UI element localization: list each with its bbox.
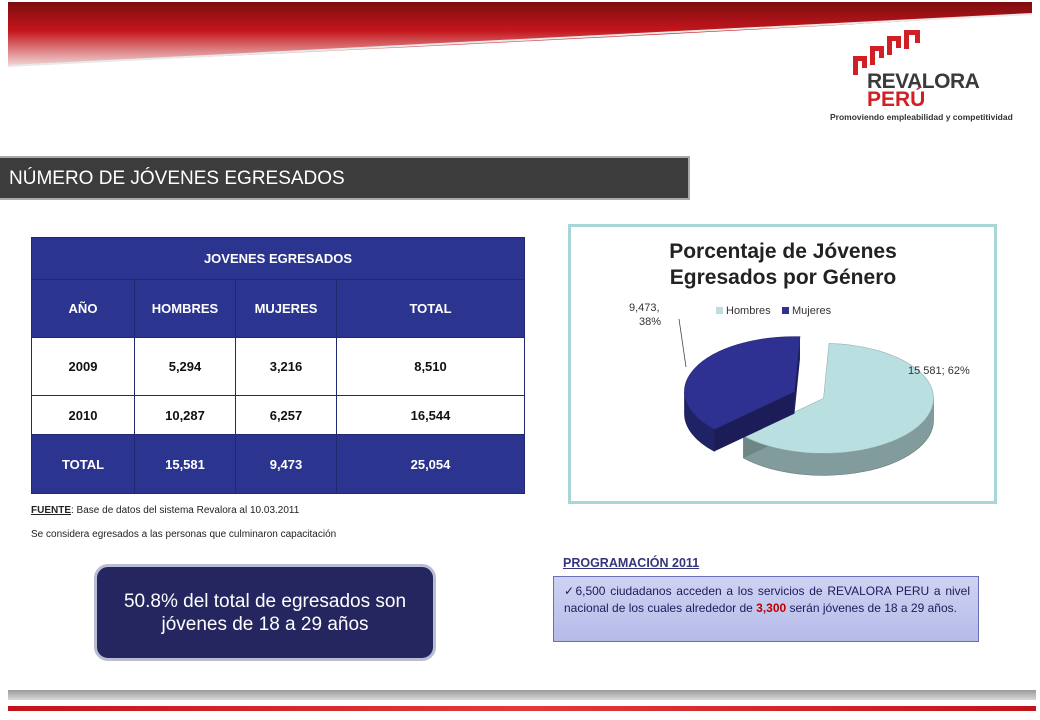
table-cell: 3,216 xyxy=(236,338,337,396)
logo-text-revalora: REVALORA xyxy=(867,70,980,93)
chart-title-line2: Egresados por Género xyxy=(669,266,897,289)
source-label: FUENTE xyxy=(31,505,71,516)
chart-frame xyxy=(568,224,997,504)
table-cell: 6,257 xyxy=(236,396,337,435)
data-label-mujeres-line2: 38% xyxy=(639,316,662,328)
table-header-year: AÑO xyxy=(32,280,135,338)
table-header-mujeres: MUJERES xyxy=(236,280,337,338)
table-header-total: TOTAL xyxy=(337,280,525,338)
data-label-hombres: 15 581; 62% xyxy=(908,365,970,377)
logo-text-peru: PERÚ xyxy=(867,88,926,111)
table-header-hombres: HOMBRES xyxy=(135,280,236,338)
table-cell: 16,544 xyxy=(337,396,525,435)
legend-label-hombres: Hombres xyxy=(726,305,771,317)
table-row xyxy=(32,396,525,435)
programacion-text: 6,500 ciudadanos acceden a los servicios de REVALORA PERU a nivel nacional de los cuales alrededor de xyxy=(564,584,970,615)
legend-label-mujeres: Mujeres xyxy=(792,305,832,317)
checkmark-icon: ✓ xyxy=(564,584,576,598)
programacion-highlight: 3,300 xyxy=(756,601,787,615)
graduates-table xyxy=(31,237,525,494)
gender-pie-chart xyxy=(571,227,994,501)
programacion-title: PROGRAMACIÓN 2011 xyxy=(563,556,700,570)
table-row xyxy=(32,338,525,396)
programacion-box xyxy=(553,576,979,642)
table-cell: 25,054 xyxy=(337,435,525,494)
logo-tagline: Promoviendo empleabilidad y competitividad xyxy=(830,112,1013,122)
definition-note: Se considera egresados a las personas que culminaron capacitación xyxy=(31,529,337,540)
source-note xyxy=(31,505,299,516)
pie-slices xyxy=(684,337,933,476)
table-cell: 10,287 xyxy=(135,396,236,435)
table-cell: 2010 xyxy=(32,396,135,435)
chart-title-line1: Porcentaje de Jóvenes xyxy=(669,240,897,263)
data-label-mujeres xyxy=(629,302,661,328)
highlight-callout xyxy=(94,564,436,661)
table-caption: JOVENES EGRESADOS xyxy=(32,238,525,280)
callout-text: 50.8% del total de egresados son jóvenes de 18 a 29 años xyxy=(123,590,407,635)
data-label-mujeres-line1: 9,473, xyxy=(629,302,660,314)
table-total-row xyxy=(32,435,525,494)
footer-shadow xyxy=(8,690,1036,700)
footer-red-line xyxy=(8,706,1036,711)
chart-legend xyxy=(716,305,832,317)
section-title: NÚMERO DE JÓVENES EGRESADOS xyxy=(0,156,690,200)
table-cell: 9,473 xyxy=(236,435,337,494)
table-cell: 15,581 xyxy=(135,435,236,494)
data-label-leader-line xyxy=(679,319,686,367)
legend-swatch-hombres xyxy=(716,307,723,314)
logo-mark-icon xyxy=(850,30,930,75)
table-cell: TOTAL xyxy=(32,435,135,494)
table-cell: 8,510 xyxy=(337,338,525,396)
table-cell: 5,294 xyxy=(135,338,236,396)
programacion-text-end: serán jóvenes de 18 a 29 años. xyxy=(786,601,957,615)
legend-swatch-mujeres xyxy=(782,307,789,314)
table-cell: 2009 xyxy=(32,338,135,396)
source-text: : Base de datos del sistema Revalora al 10.03.2011 xyxy=(71,505,300,516)
